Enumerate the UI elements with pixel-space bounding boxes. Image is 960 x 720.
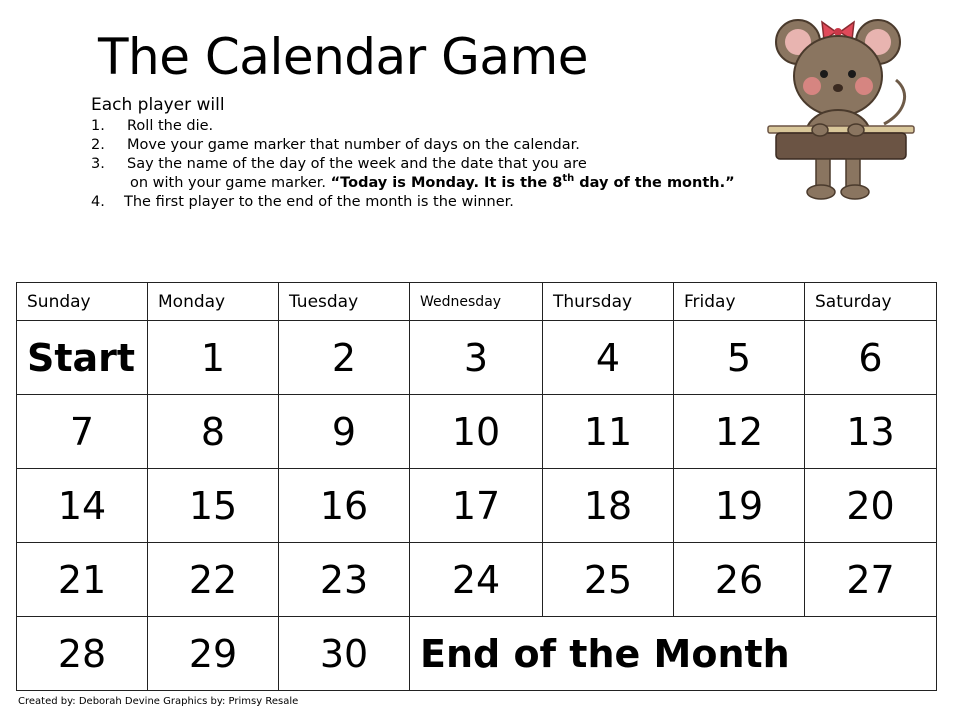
rule-number: 1. bbox=[91, 118, 105, 134]
rule-3 bbox=[91, 155, 811, 174]
day-cell: 11 bbox=[543, 395, 674, 469]
week-row bbox=[17, 617, 937, 691]
weekday-header-thursday: Thursday bbox=[543, 283, 674, 321]
day-cell: 2 bbox=[279, 321, 410, 395]
day-cell: 13 bbox=[805, 395, 937, 469]
day-cell: 18 bbox=[543, 469, 674, 543]
day-cell: 27 bbox=[805, 543, 937, 617]
instructions bbox=[91, 96, 811, 212]
day-cell: 24 bbox=[410, 543, 543, 617]
day-cell: 19 bbox=[674, 469, 805, 543]
day-cell: 4 bbox=[543, 321, 674, 395]
rule-number: 4. bbox=[91, 194, 105, 210]
example-sup: th bbox=[562, 173, 575, 185]
week-row bbox=[17, 543, 937, 617]
day-cell: 6 bbox=[805, 321, 937, 395]
week-row bbox=[17, 321, 937, 395]
weekday-header-row bbox=[17, 283, 937, 321]
credit-line: Created by: Deborah Devine Graphics by: Primsy Resale bbox=[18, 696, 299, 707]
page-title: The Calendar Game bbox=[98, 28, 588, 86]
weekday-header-saturday: Saturday bbox=[805, 283, 937, 321]
start-cell: Start bbox=[17, 321, 148, 395]
day-cell: 17 bbox=[410, 469, 543, 543]
day-cell: 3 bbox=[410, 321, 543, 395]
rule-4 bbox=[91, 193, 811, 212]
rule-1 bbox=[91, 117, 811, 136]
example-pre: “Today is Monday. It is the 8 bbox=[330, 175, 563, 191]
day-cell: 14 bbox=[17, 469, 148, 543]
rule-text: Move your game marker that number of days on the calendar. bbox=[127, 137, 580, 153]
day-cell: 30 bbox=[279, 617, 410, 691]
day-cell: 25 bbox=[543, 543, 674, 617]
day-cell: 9 bbox=[279, 395, 410, 469]
end-of-month-cell: End of the Month bbox=[410, 617, 937, 691]
rule-text: Roll the die. bbox=[127, 118, 214, 134]
day-cell: 10 bbox=[410, 395, 543, 469]
weekday-header-wednesday: Wednesday bbox=[410, 283, 543, 321]
day-cell: 28 bbox=[17, 617, 148, 691]
day-cell: 7 bbox=[17, 395, 148, 469]
day-cell: 5 bbox=[674, 321, 805, 395]
day-cell: 29 bbox=[148, 617, 279, 691]
rule-3-cont-text: on with your game marker. bbox=[130, 175, 327, 191]
day-cell: 8 bbox=[148, 395, 279, 469]
day-cell: 20 bbox=[805, 469, 937, 543]
day-cell: 22 bbox=[148, 543, 279, 617]
rule-3-continuation bbox=[91, 174, 811, 193]
rule-number: 2. bbox=[91, 137, 105, 153]
day-cell: 12 bbox=[674, 395, 805, 469]
day-cell: 23 bbox=[279, 543, 410, 617]
day-cell: 21 bbox=[17, 543, 148, 617]
example-post: day of the month.” bbox=[574, 175, 735, 191]
day-cell: 1 bbox=[148, 321, 279, 395]
rule-number: 3. bbox=[91, 156, 105, 172]
example-sentence bbox=[331, 175, 735, 191]
instructions-intro: Each player will bbox=[91, 95, 225, 115]
rule-text: Say the name of the day of the week and the date that you are bbox=[127, 156, 587, 172]
mouse-at-desk-illustration bbox=[766, 12, 916, 204]
weekday-header-sunday: Sunday bbox=[17, 283, 148, 321]
weekday-header-friday: Friday bbox=[674, 283, 805, 321]
day-cell: 15 bbox=[148, 469, 279, 543]
weekday-header-monday: Monday bbox=[148, 283, 279, 321]
week-row bbox=[17, 395, 937, 469]
weekday-header-tuesday: Tuesday bbox=[279, 283, 410, 321]
day-cell: 16 bbox=[279, 469, 410, 543]
calendar-grid bbox=[16, 282, 937, 691]
rule-2 bbox=[91, 136, 811, 155]
rule-text: The first player to the end of the month is the winner. bbox=[124, 194, 514, 210]
day-cell: 26 bbox=[674, 543, 805, 617]
week-row bbox=[17, 469, 937, 543]
